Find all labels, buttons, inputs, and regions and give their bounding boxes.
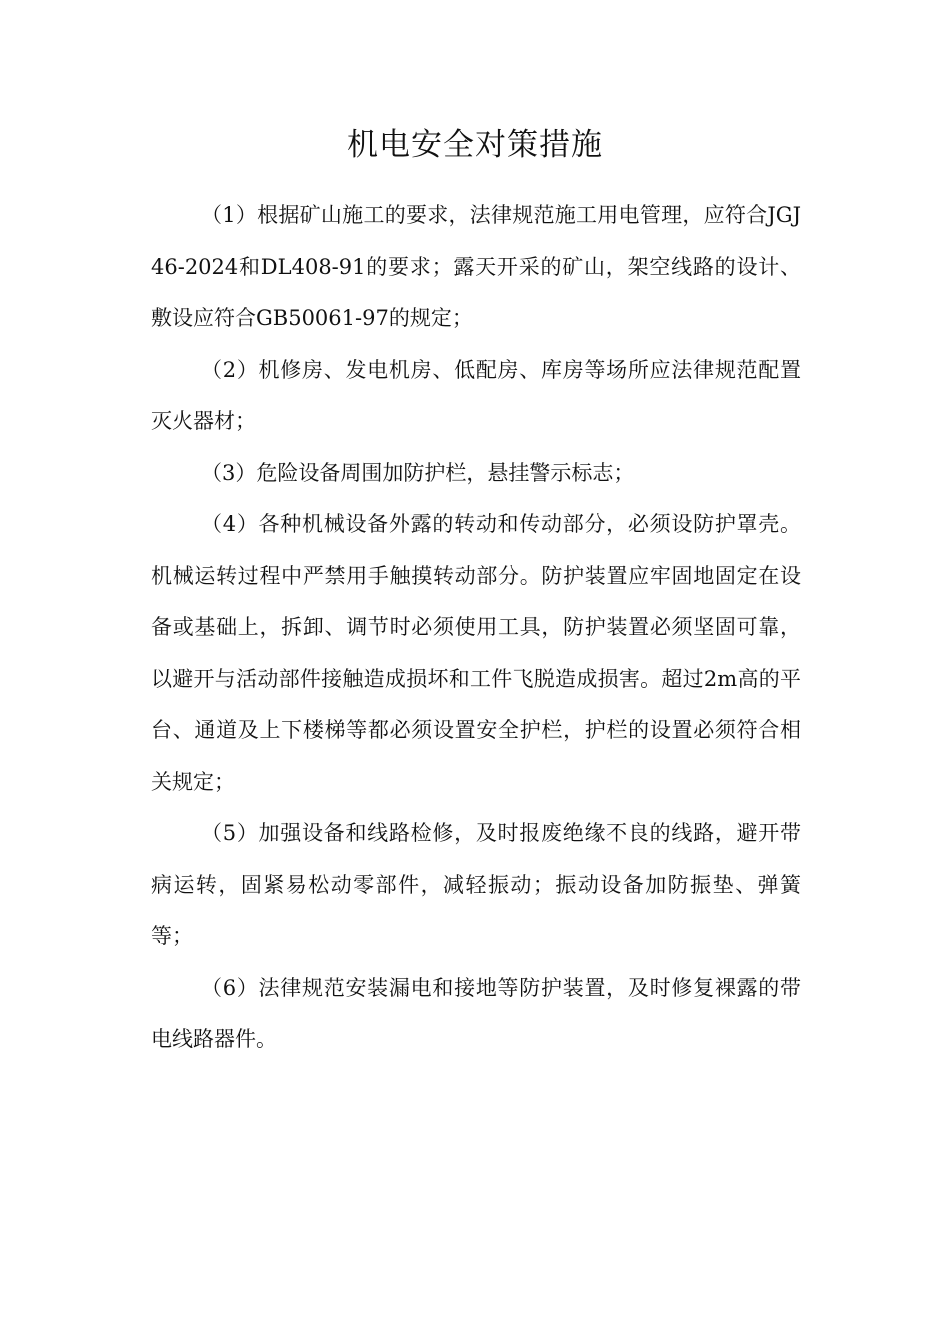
- paragraph-3: （3）危险设备周围加防护栏，悬挂警示标志；: [201, 460, 635, 485]
- paragraph-4: （4）各种机械设备外露的转动和传动部分，必须设防护罩壳。机械运转过程中严禁用手触摸转动部分。防护装置应牢固地固定在设备或基础上，拆卸、调节时必须使用工具，防护装置必须坚固可靠，以避开与活动部件接触造成损坏和工件飞脱造成损害。超过2m高的平台、通道及上下楼梯等都必须设置安全护栏，护栏的设置必须符合相关规定；: [151, 512, 801, 794]
- paragraph-2: （2）机修房、发电机房、低配房、库房等场所应法律规范配置灭火器材；: [151, 357, 801, 433]
- paragraph-6: （6）法律规范安装漏电和接地等防护装置，及时修复裸露的带电线路器件。: [151, 975, 801, 1051]
- paragraph-5: （5）加强设备和线路检修，及时报废绝缘不良的线路，避开带病运转，固紧易松动零部件，减轻振动；振动设备加防振垫、弹簧等；: [151, 821, 801, 948]
- paragraph-1: （1）根据矿山施工的要求，法律规范施工用电管理，应符合JGJ46-2024和DL408-91的要求；露天开采的矿山，架空线路的设计、敷设应符合GB50061-97的规定；: [151, 203, 801, 330]
- document-title: 机电安全对策措施: [347, 127, 603, 163]
- document-body: [151, 190, 801, 1066]
